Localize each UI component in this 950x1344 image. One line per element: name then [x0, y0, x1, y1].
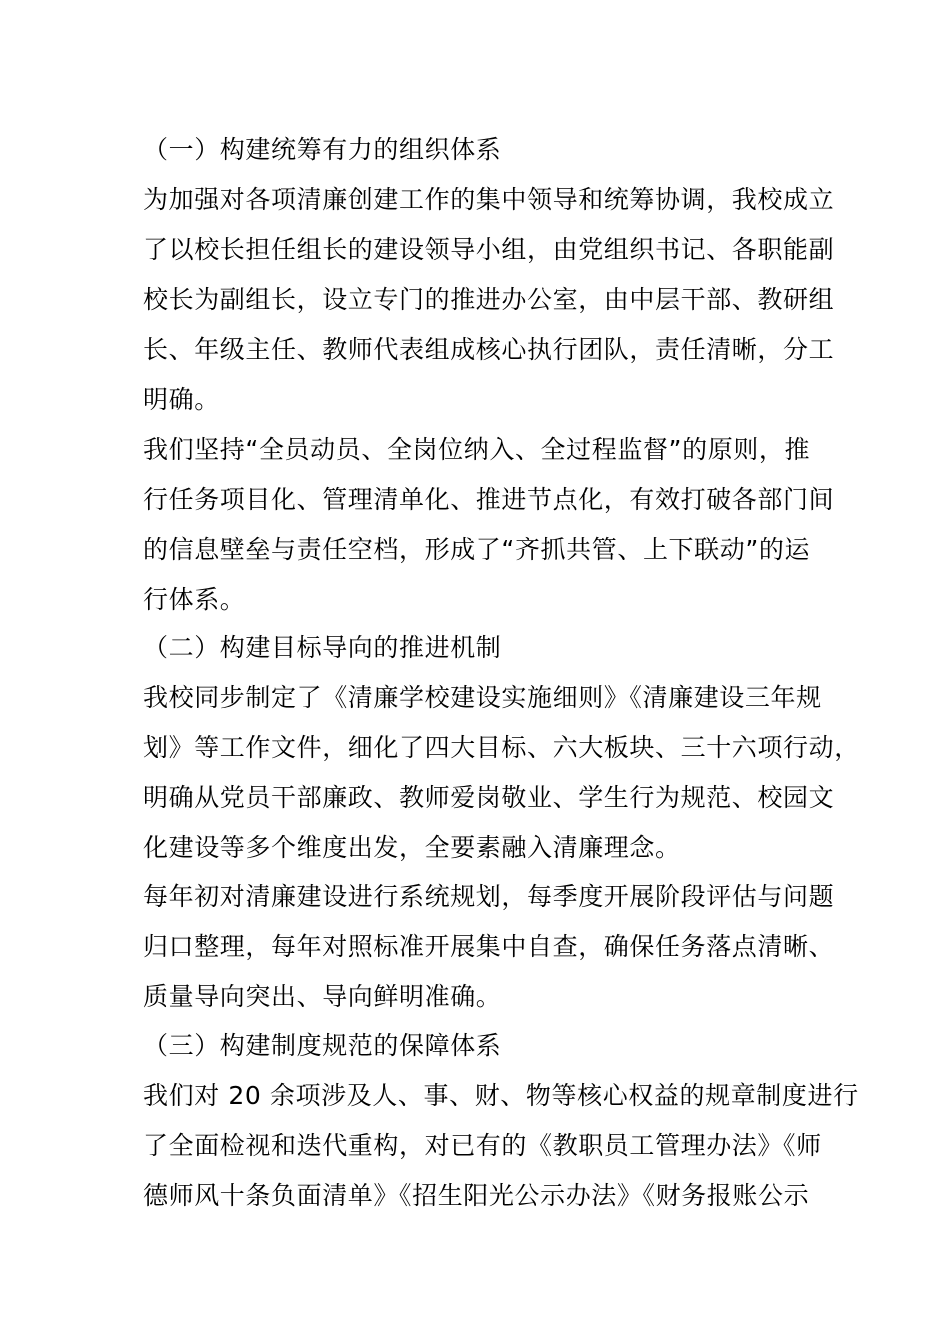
- section-heading-2: （二）构建目标导向的推进机制: [143, 633, 502, 662]
- paragraph-line: 划》等工作文件，细化了四大目标、六大板块、三十六项行动，: [143, 733, 860, 762]
- paragraph-line: 为加强对各项清廉创建工作的集中领导和统筹协调，我校成立: [143, 185, 835, 214]
- paragraph-line: 校长为副组长，设立专门的推进办公室，由中层干部、教研组: [143, 285, 835, 314]
- paragraph-line: 行任务项目化、管理清单化、推进节点化，有效打破各部门间: [143, 485, 835, 514]
- paragraph-line: 长、年级主任、教师代表组成核心执行团队，责任清晰，分工: [143, 335, 835, 364]
- paragraph-line: 归口整理，每年对照标准开展集中自查，确保任务落点清晰、: [143, 932, 835, 961]
- section-heading-1: （一）构建统筹有力的组织体系: [143, 135, 502, 164]
- paragraph-line: 我校同步制定了《清廉学校建设实施细则》《清廉建设三年规: [143, 683, 822, 712]
- paragraph-line: 质量导向突出、导向鲜明准确。: [143, 982, 502, 1011]
- paragraph-line: 了全面检视和迭代重构，对已有的《教职员工管理办法》《师: [143, 1131, 822, 1160]
- paragraph-line: 行体系。: [143, 585, 246, 614]
- paragraph-line: 的信息壁垒与责任空档，形成了“齐抓共管、上下联动”的运: [143, 535, 811, 564]
- paragraph-line: 明确。: [143, 385, 220, 414]
- paragraph-line: 我们坚持“全员动员、全岗位纳入、全过程监督”的原则，推: [143, 435, 811, 464]
- paragraph-line: 我们对 20 余项涉及人、事、财、物等核心权益的规章制度进行: [143, 1081, 859, 1110]
- paragraph-line: 德师风十条负面清单》《招生阳光公示办法》《财务报账公示: [143, 1181, 810, 1210]
- section-heading-3: （三）构建制度规范的保障体系: [143, 1031, 502, 1060]
- paragraph-line: 明确从党员干部廉政、教师爱岗敬业、学生行为规范、校园文: [143, 783, 835, 812]
- paragraph-line: 了以校长担任组长的建设领导小组，由党组织书记、各职能副: [143, 235, 835, 264]
- paragraph-line: 化建设等多个维度出发，全要素融入清廉理念。: [143, 833, 681, 862]
- paragraph-line: 每年初对清廉建设进行系统规划，每季度开展阶段评估与问题: [143, 882, 835, 911]
